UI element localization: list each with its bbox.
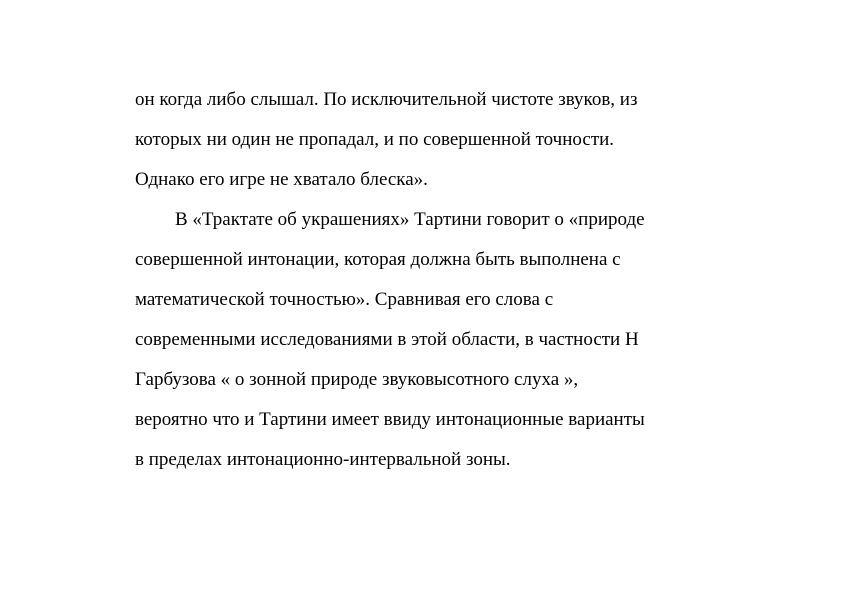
paragraph-first-line: В «Трактате об украшениях» Тартини говорит о «природе [175,209,645,230]
text-line: математической точностью». Сравнивая его слова с [135,289,554,310]
text-line: он когда либо слышал. По исключительной чистоте звуков, из [135,89,638,110]
text-line: которых ни один не пропадал, и по совершенной точности. [135,129,615,150]
text-line: в пределах интонационно-интервальной зоны. [135,449,511,470]
text-line: современными исследованиями в этой области, в частности Н [135,329,639,350]
text-line: Гарбузова « о зонной природе звуковысотного слуха », [135,369,579,390]
body-text [135,80,755,480]
text-line: Однако его игре не хватало блеска». [135,169,428,190]
text-line: вероятно что и Тартини имеет ввиду интонационные варианты [135,409,645,430]
text-line: совершенной интонации, которая должна быть выполнена с [135,249,621,270]
